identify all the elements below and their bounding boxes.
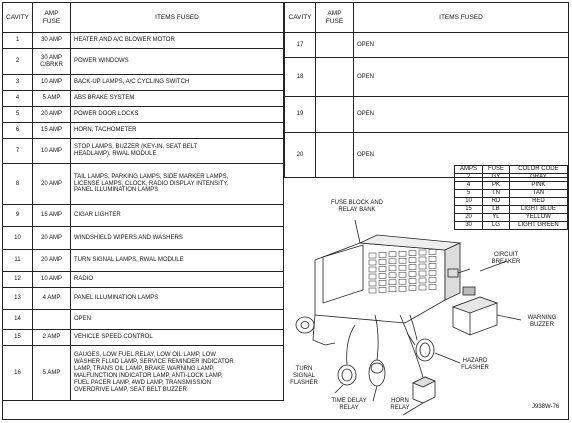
fuse-header: FUSE xyxy=(483,166,510,174)
cavity-cell: 11 xyxy=(3,250,33,272)
fuse-cell: YL xyxy=(483,214,510,222)
turn-signal-flasher-label: TURN SIGNAL FLASHER xyxy=(290,366,318,386)
items-fused-cell: ABS BRAKE SYSTEM xyxy=(71,91,284,107)
fuse-slot xyxy=(419,271,426,276)
fuse-slot xyxy=(389,273,396,278)
items-fused-cell: HORN, TACHOMETER xyxy=(71,123,284,139)
items-fused-cell: GAUGES, LOW FUEL RELAY, LOW OIL LAMP, LOW WASHER FLUID LAMP, SERVICE REMINDER INDICATOR LAMP, TRANS OIL LAMP, BRAKE WARNING LAMP, MALFUNCTION INDICATOR LAMP, ANTI-LOCK LAMP, FUEL PACER LAMP, 4WD LAMP, TRANSMISSION OVERDRIVE LAMP, SEAT BELT BUZZER xyxy=(71,346,284,401)
fuse-slot xyxy=(379,280,386,285)
color-name-cell: YELLOW xyxy=(509,214,567,222)
color-name-cell: LIGHT BLUE xyxy=(509,206,567,214)
color-name-cell: LIGHT GREEN xyxy=(509,222,567,230)
fuse-table-row xyxy=(285,58,569,97)
items-fused-cell: BACK-UP LAMPS, A/C CYCLING SWITCH xyxy=(71,75,284,91)
fuse-slot xyxy=(409,279,416,284)
cavity-cell: 20 xyxy=(285,133,316,178)
cavity-cell: 2 xyxy=(3,49,33,75)
right-table-header-row xyxy=(285,3,569,33)
amp-fuse-cell: 5 AMP xyxy=(33,91,71,107)
items-fused-cell: POWER WINDOWS xyxy=(71,49,284,75)
fuse-slot xyxy=(429,270,436,275)
fuse-slot xyxy=(369,267,376,272)
amp-fuse-header: AMP FUSE xyxy=(316,3,354,33)
items-fused-cell: OPEN xyxy=(354,33,569,58)
amp-fuse-cell: 2 AMP xyxy=(33,330,71,346)
cavity-header: CAVITY xyxy=(285,3,316,33)
hazard-flasher-icon xyxy=(407,333,434,361)
fuse-slot xyxy=(389,280,396,285)
items-fused-cell: STOP LAMPS, BUZZER (KEY-IN, SEAT BELT HEADLAMP), RWAL MODULE xyxy=(71,139,284,164)
amp-fuse-cell: 10 AMP xyxy=(33,75,71,91)
fuse-slot xyxy=(369,288,376,293)
fuse-slot xyxy=(399,279,406,284)
fuse-slot xyxy=(419,257,426,262)
fuse-slot xyxy=(429,263,436,268)
fuse-slot xyxy=(399,265,406,270)
fuse-slot xyxy=(409,265,416,270)
amp-fuse-cell: 30 AMP C/BRKR xyxy=(33,49,71,75)
fuse-slot xyxy=(409,251,416,256)
cavity-cell: 6 xyxy=(3,123,33,139)
fuse-slot xyxy=(419,285,426,290)
fuse-slot xyxy=(369,274,376,279)
color-name-cell: GRAY xyxy=(509,174,567,182)
cavity-cell: 12 xyxy=(3,272,33,288)
cavity-cell: 14 xyxy=(3,310,33,330)
left-fuse-table xyxy=(2,2,284,401)
cavity-cell: 13 xyxy=(3,288,33,310)
fuse-table-row xyxy=(3,49,284,75)
amp-fuse-cell: 15 AMP xyxy=(33,205,71,227)
fuse-slot xyxy=(369,253,376,258)
cavity-cell: 10 xyxy=(3,227,33,250)
fuse-table-row xyxy=(3,288,284,310)
items-fused-cell: POWER DOOR LOCKS xyxy=(71,107,284,123)
amps-cell: 20 xyxy=(455,214,483,222)
amp-fuse-cell xyxy=(316,97,354,133)
fuse-cell: LG xyxy=(483,222,510,230)
cavity-cell: 1 xyxy=(3,33,33,49)
amps-cell: 30 xyxy=(455,222,483,230)
amp-fuse-cell: 20 AMP xyxy=(33,227,71,250)
fuse-slot xyxy=(399,272,406,277)
fuse-table-row xyxy=(3,33,284,49)
turn-signal-flasher-icon xyxy=(338,365,356,385)
amp-fuse-cell xyxy=(316,33,354,58)
fuse-cell: GY xyxy=(483,174,510,182)
fuse-slot xyxy=(399,286,406,291)
fuse-cell: LB xyxy=(483,206,510,214)
warning-buzzer-icon xyxy=(453,287,497,335)
right-fuse-table xyxy=(284,2,569,178)
fuse-slot xyxy=(389,287,396,292)
items-fused-cell: OPEN xyxy=(354,58,569,97)
items-fused-header: ITEMS FUSED xyxy=(71,3,284,33)
color-name-cell: RED xyxy=(509,198,567,206)
fuse-cell: TN xyxy=(483,190,510,198)
amp-fuse-cell: 15 AMP xyxy=(33,123,71,139)
warning-buzzer-label: WARNING BUZZER xyxy=(527,315,557,328)
cavity-header: CAVITY xyxy=(3,3,33,33)
fuse-table-row xyxy=(3,139,284,164)
amps-cell: 10 xyxy=(455,198,483,206)
fuse-slot xyxy=(379,259,386,264)
items-fused-cell: CIGAR LIGHTER xyxy=(71,205,284,227)
items-fused-cell: HEATER AND A/C BLOWER MOTOR xyxy=(71,33,284,49)
fuse-slot xyxy=(409,272,416,277)
items-fused-header: ITEMS FUSED xyxy=(354,3,569,33)
fuse-block-icon xyxy=(296,235,460,345)
fuse-slot xyxy=(379,266,386,271)
fuse-table-row xyxy=(3,75,284,91)
cavity-cell: 17 xyxy=(285,33,316,58)
fuse-cell: PK xyxy=(483,182,510,190)
fuse-slot xyxy=(399,251,406,256)
fuse-slot xyxy=(419,250,426,255)
amp-fuse-cell: 20 AMP xyxy=(33,164,71,205)
fuse-slot xyxy=(369,281,376,286)
items-fused-cell: TURN SIGNAL LAMPS, RWAL MODULE xyxy=(71,250,284,272)
fuse-slot xyxy=(429,256,436,261)
cavity-cell: 9 xyxy=(3,205,33,227)
items-fused-cell: OPEN xyxy=(354,133,569,178)
fuse-slot xyxy=(429,284,436,289)
cavity-cell: 18 xyxy=(285,58,316,97)
fuse-slot xyxy=(389,266,396,271)
fuse-slot xyxy=(409,258,416,263)
figure-id: J938W-76 xyxy=(532,404,560,410)
amps-cell: 5 xyxy=(455,190,483,198)
amp-fuse-cell: 30 AMP xyxy=(33,33,71,49)
cavity-cell: 16 xyxy=(3,346,33,401)
time-delay-relay-icon xyxy=(369,360,385,386)
fuse-table-row xyxy=(285,97,569,133)
hazard-flasher-label: HAZARD FLASHER xyxy=(461,358,489,371)
fuse-table-row xyxy=(3,123,284,139)
cavity-cell: 5 xyxy=(3,107,33,123)
items-fused-cell: RADIO xyxy=(71,272,284,288)
amp-fuse-cell: 20 AMP xyxy=(33,250,71,272)
items-fused-cell: VEHICLE SPEED CONTROL xyxy=(71,330,284,346)
color-name-cell: PINK xyxy=(509,182,567,190)
fuse-slot xyxy=(379,273,386,278)
items-fused-cell: OPEN xyxy=(354,97,569,133)
cavity-cell: 3 xyxy=(3,75,33,91)
fuse-table-row xyxy=(3,164,284,205)
fuse-table-row xyxy=(3,330,284,346)
fuse-cell: RD xyxy=(483,198,510,206)
fuse-slot xyxy=(389,252,396,257)
items-fused-cell: PANEL ILLUMINATION LAMPS xyxy=(71,288,284,310)
cavity-cell: 15 xyxy=(3,330,33,346)
amps-header: AMPS xyxy=(455,166,483,174)
fuse-table-row xyxy=(3,346,284,401)
fuse-slot xyxy=(429,249,436,254)
fuse-slot xyxy=(379,252,386,257)
horn-relay-label: HORN RELAY xyxy=(390,398,410,411)
fuse-slot xyxy=(389,259,396,264)
color-name-cell: TAN xyxy=(509,190,567,198)
items-fused-cell: WINDSHIELD WIPERS AND WASHERS xyxy=(71,227,284,250)
fuse-table-row xyxy=(3,91,284,107)
amp-fuse-header: AMP FUSE xyxy=(33,3,71,33)
cavity-cell: 19 xyxy=(285,97,316,133)
amp-fuse-cell: 10 AMP xyxy=(33,272,71,288)
amps-cell: 4 xyxy=(455,182,483,190)
amps-cell: 2 xyxy=(455,174,483,182)
color-code-header: COLOR CODE xyxy=(509,166,567,174)
amps-cell: 15 xyxy=(455,206,483,214)
fuse-slot xyxy=(419,278,426,283)
amp-fuse-cell: 5 AMP xyxy=(33,346,71,401)
fuse-block-label: FUSE BLOCK AND RELAY BANK xyxy=(330,200,383,213)
fuse-slot xyxy=(399,258,406,263)
circuit-breaker-label: CIRCUIT BREAKER xyxy=(491,252,521,265)
amp-fuse-cell xyxy=(316,58,354,97)
amp-fuse-cell: 20 AMP xyxy=(33,107,71,123)
time-delay-relay-label: TIME DELAY RELAY xyxy=(331,398,367,411)
fuse-slot xyxy=(429,277,436,282)
fuse-table-row xyxy=(3,205,284,227)
fuse-slot xyxy=(369,260,376,265)
fuse-slot xyxy=(379,287,386,292)
fuse-slot xyxy=(419,264,426,269)
cavity-cell: 8 xyxy=(3,164,33,205)
amp-fuse-cell: 10 AMP xyxy=(33,139,71,164)
fuse-table-row xyxy=(3,107,284,123)
fuse-table-row xyxy=(3,310,284,330)
cavity-cell: 4 xyxy=(3,91,33,107)
amp-fuse-cell xyxy=(33,310,71,330)
fuse-table-row xyxy=(3,227,284,250)
fuse-table-row xyxy=(3,250,284,272)
amp-fuse-cell: 4 AMP xyxy=(33,288,71,310)
fuse-slot xyxy=(409,286,416,291)
fuse-table-row xyxy=(285,33,569,58)
fuse-table-row xyxy=(3,272,284,288)
left-table-header-row xyxy=(3,3,284,33)
items-fused-cell: TAIL LAMPS, PARKING LAMPS, SIDE MARKER LAMPS, LICENSE LAMPS, CLOCK, RADIO DISPLAY INTENSITY, PANEL ILLUMINATION LAMPS xyxy=(71,164,284,205)
cavity-cell: 7 xyxy=(3,139,33,164)
items-fused-cell: OPEN xyxy=(71,310,284,330)
